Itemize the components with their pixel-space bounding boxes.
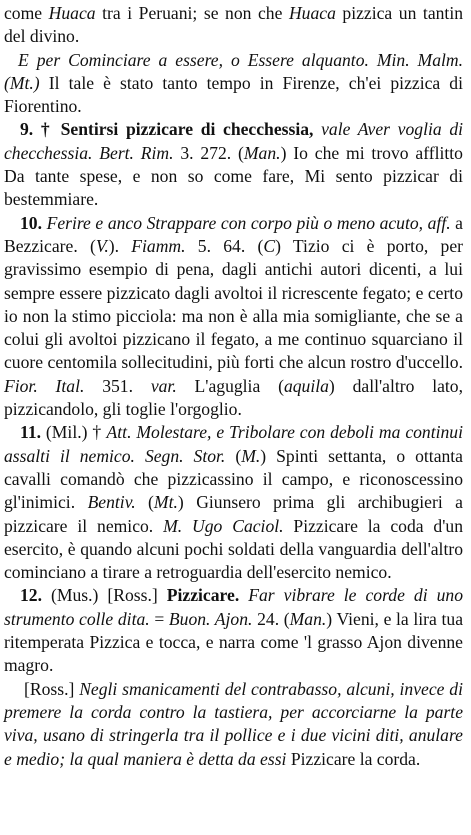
italic-text: Man. (289, 608, 327, 629)
sense-9 (4, 118, 463, 211)
text-run: ( (135, 492, 154, 513)
italic-text: Negli smanicamenti del contrabasso, alcuni, invece di premere la corda contro la tastiera, per accorciarne la parte viva, usano di stringerla tra il pollice e i due vicini diti, anulare e medio; la qual maniera è detta da essi (4, 678, 463, 769)
text-run: Pizzicare la coda d'un esercito, è quando alcuni pochi soldati della vanguardia dell'altro cominciano a tirare a retroguardia dell'esercito nemico. (4, 515, 463, 583)
sense-10 (4, 212, 463, 422)
italic-text: C (263, 235, 276, 256)
italic-text: Man. (243, 142, 281, 163)
para-continuation (4, 2, 463, 49)
italic-text: Far vibrare le corde di uno strumento colle dita. (4, 585, 463, 629)
entry-headword: 9. † Sentirsi pizzicare di checchessia, (20, 119, 314, 140)
text-run: ) dall'altro lato, pizzicandolo, gli toglie l'orgoglio. (4, 375, 463, 420)
italic-text: var. (150, 375, 177, 396)
text-run: come (4, 3, 49, 23)
text-run: 5. 64. ( (185, 235, 264, 256)
para-cominciare (4, 49, 463, 119)
text-run: (Mus.) [Ross.] (42, 585, 167, 606)
italic-text: M. (241, 445, 261, 466)
text-run: = (149, 608, 169, 629)
text-run: 3. 272. ( (173, 142, 244, 163)
italic-text: Bentiv. (87, 492, 136, 513)
text-run: ) Io che mi trovo afflitto Da tante spese, e non so come fare, Mi sento pizzicar di bestemmiare. (4, 142, 463, 210)
italic-text: Fior. Ital. (4, 375, 85, 396)
text-run: L'aguglia ( (176, 375, 284, 396)
text-run: Pizzicare la corda. (286, 748, 421, 769)
italic-text: M. Ugo Caciol. (163, 515, 284, 536)
italic-text: Fiamm. (131, 235, 186, 256)
entry-headword: 12. (20, 585, 42, 606)
para-ross (4, 678, 463, 771)
text-run: a Bezzicare. ( (4, 212, 463, 256)
text-run: ) Tizio ci è porto, per gravissimo esempio di pena, dagli antichi autori dicenti, a lui sempre essere pizzicato dagli avoltoi il ricrescente fegato; e certo io non la stimo picciola: ma non è alla mia somigliante, che se a colui gli avoltoi pizzicano il fegato, a me continuo squarciano il cuore centomila sollecitudini, più forti che alcun rostro d'uccello. (4, 235, 463, 373)
entry-headword: Pizzicare. (166, 585, 240, 606)
italic-text: Mt. (153, 492, 178, 513)
sense-12 (4, 584, 463, 677)
text-run: [Ross.] (24, 678, 80, 699)
italic-text: vale Aver voglia di checchessia. Bert. Rim. (4, 119, 463, 163)
text-run: tra i Peruani; se non che (95, 3, 289, 23)
italic-text: aquila (283, 375, 329, 396)
italic-text: Att. Molestare, e Tribolare con deboli ma continui assalti il nemico. Segn. Stor. (4, 422, 463, 466)
sense-11 (4, 421, 463, 584)
italic-text: V. (95, 235, 109, 256)
text-run: ). (108, 235, 132, 256)
text-run: pizzica un tantin del divino. (4, 3, 464, 47)
entry-headword: 11. (20, 422, 42, 443)
text-run: ) Giunsero prima gli archibugieri a pizzicare il nemico. (4, 492, 463, 536)
italic-text: Huaca (48, 3, 96, 23)
italic-text: Ferire e anco Strappare con corpo più o meno acuto, aff. (42, 212, 451, 233)
text-run: (Mil.) † (41, 422, 107, 443)
text-run: ) Vieni, e la lira tua ritemperata Pizzica e tocca, e narra come 'l grasso Ajon divenne magro. (4, 608, 464, 676)
text-run: ) Spinti settanta, o ottanta cavalli comandò che pizzicassino il campo, e riconoscessino gl'inimici. (4, 445, 463, 513)
text-run: ( (225, 445, 242, 466)
italic-text: Buon. Ajon. (168, 608, 253, 629)
italic-text: E per Cominciare a essere, o Essere alquanto. Min. Malm. (Mt.) (4, 49, 463, 93)
text-run: 24. ( (252, 608, 290, 629)
entry-headword: 10. (20, 212, 42, 233)
text-run: Il tale è stato tanto tempo in Firenze, ch'ei pizzica di Fiorentino. (4, 72, 463, 117)
italic-text: Huaca (288, 3, 336, 23)
text-run: 351. (84, 375, 151, 396)
